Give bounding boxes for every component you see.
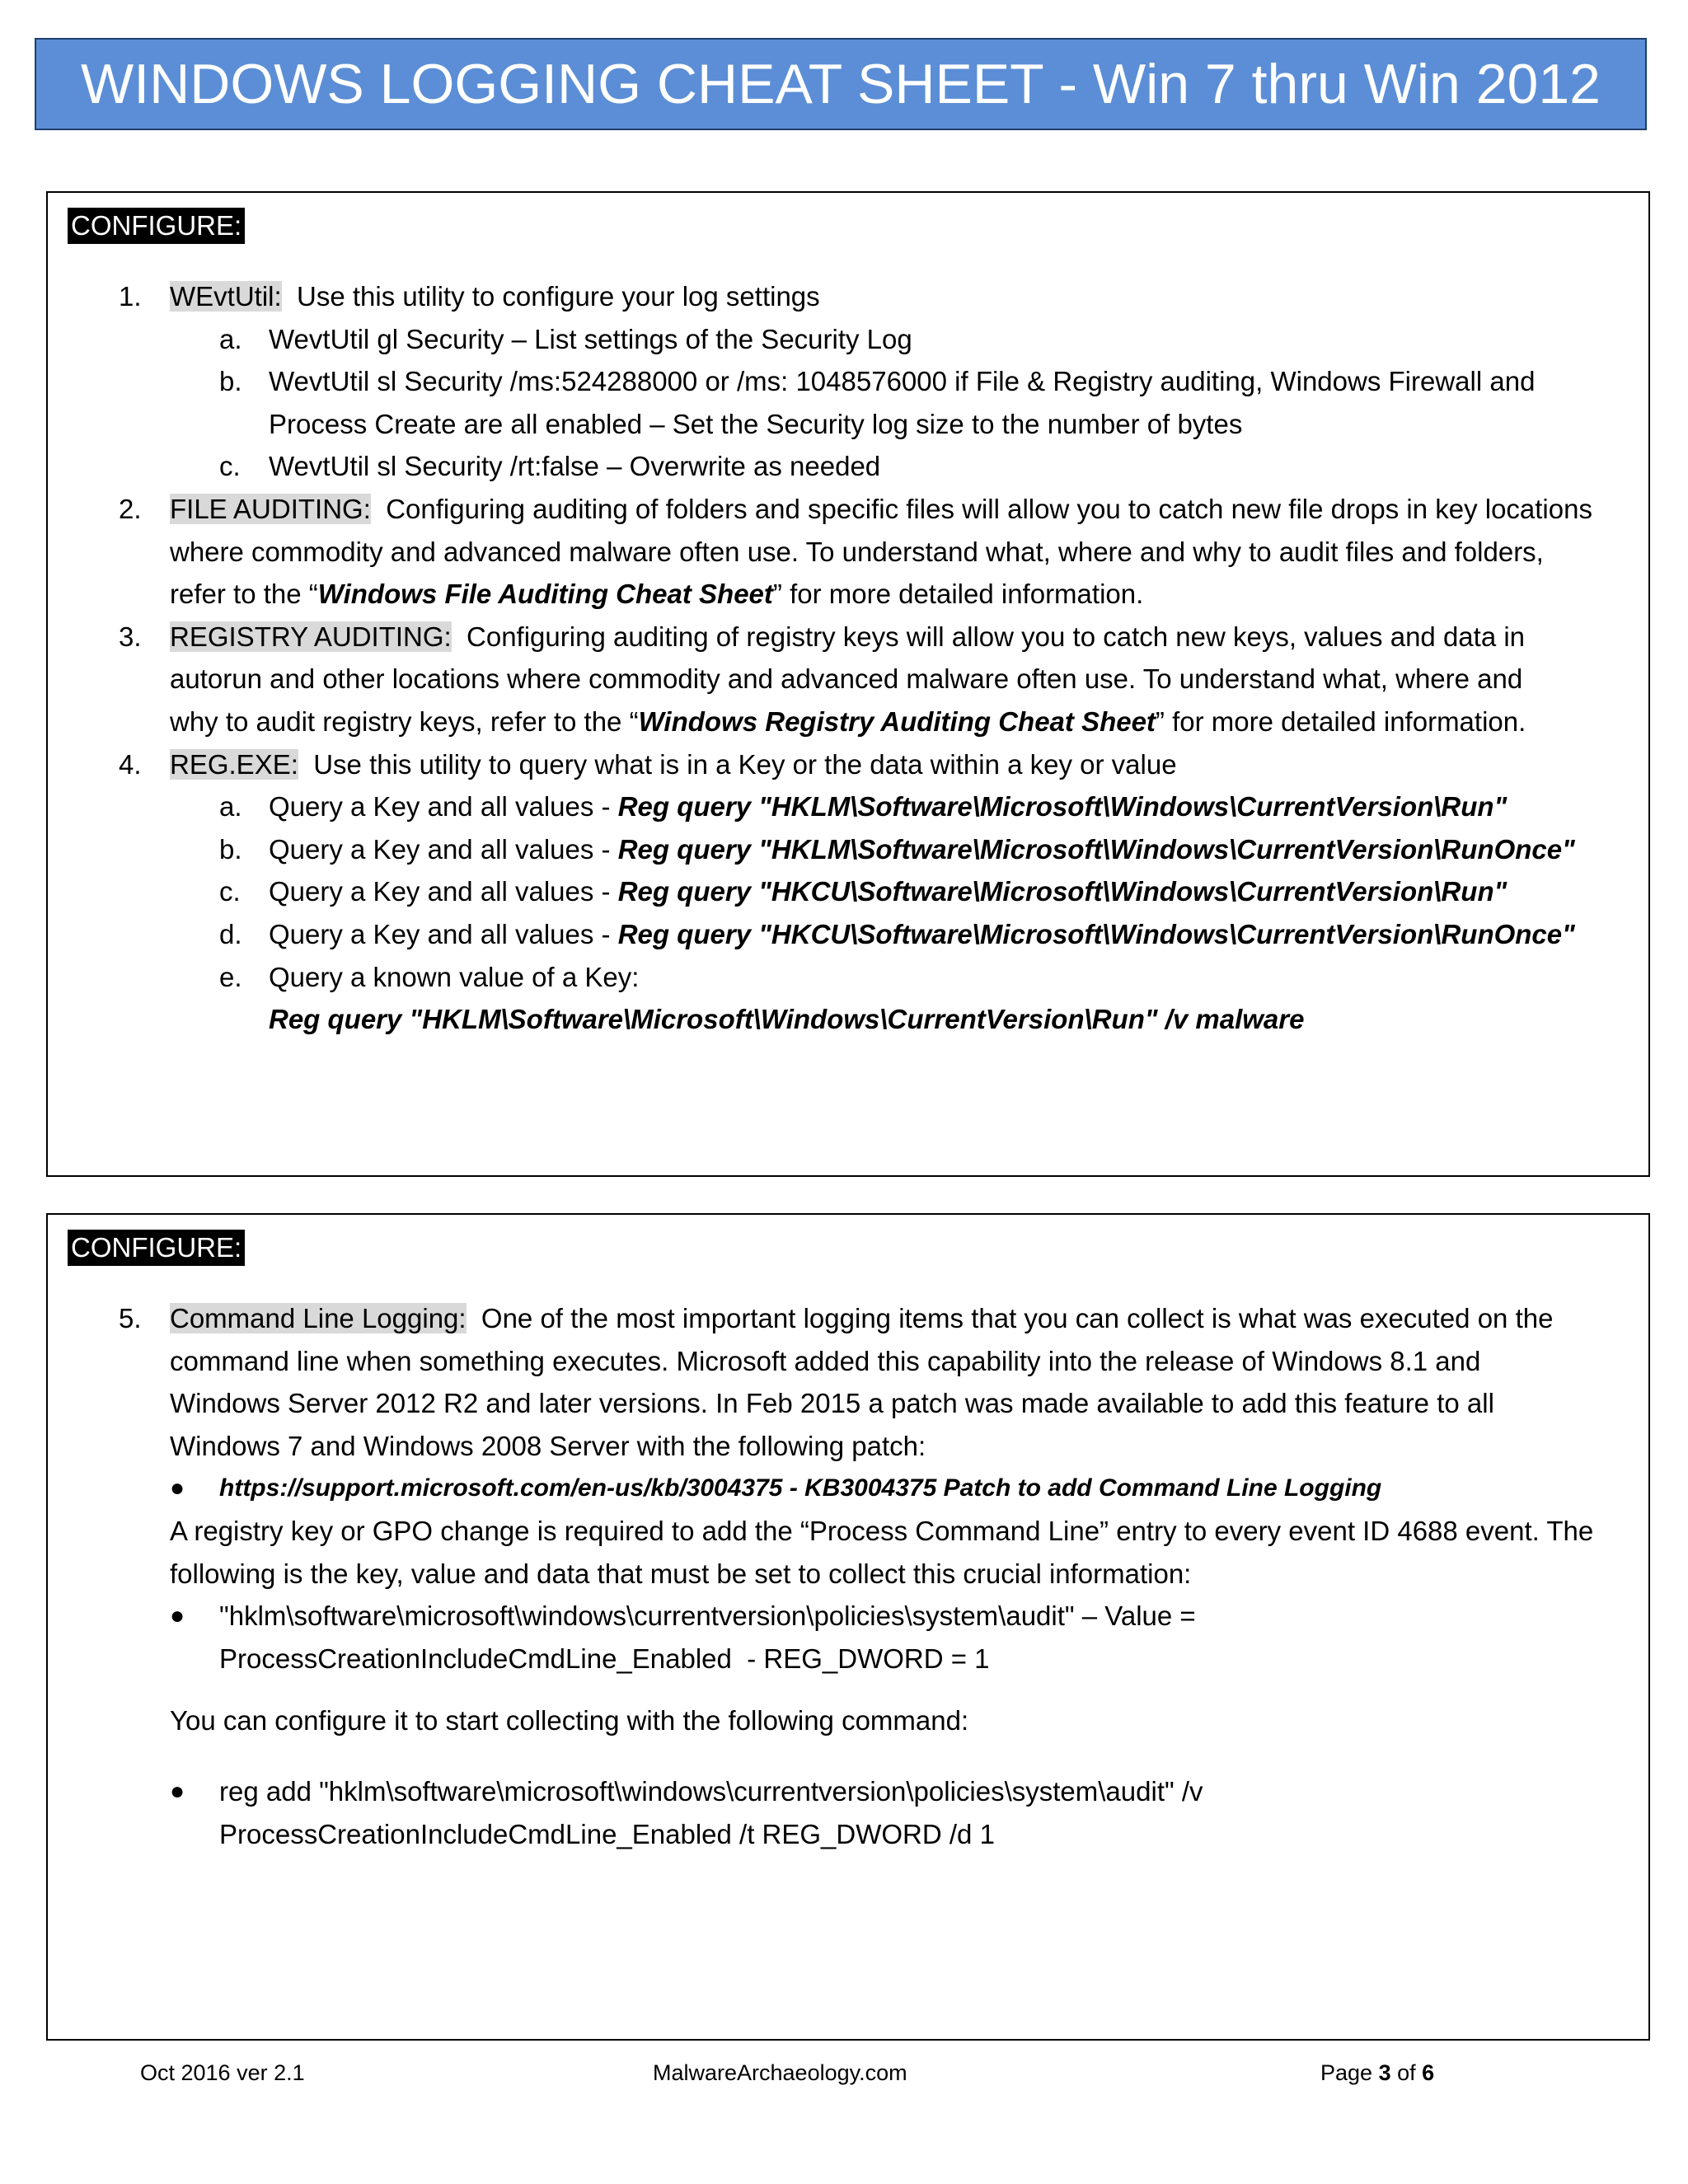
registry-key-text: "hklm\software\microsoft\windows\currentversion\policies\system\audit" – Value = [219,1601,1196,1632]
sub-item-letter: c. [219,876,241,907]
section-content [48,275,1648,1041]
configure-section-2 [46,1213,1650,2041]
section-content [48,1297,1648,1855]
title-banner [35,38,1647,130]
item-text: One of the most important logging items that you can collect is what was executed on the [466,1303,1554,1333]
list-item-continuation [48,1425,1648,1468]
section-label: CONFIGURE: [68,1230,245,1266]
item-term: REGISTRY AUDITING: [170,621,452,652]
item-term: Command Line Logging: [170,1303,467,1333]
list-item [48,743,1648,786]
footer-website: MalwareArchaeology.com [653,2060,907,2085]
item-text: ” for more detailed information. [772,579,1144,610]
item-text: Configuring auditing of folders and specific files will allow you to catch new file drops in key locations [370,493,1592,524]
paragraph-line [48,1699,1648,1742]
list-item-continuation [48,701,1648,743]
item-text: command line when something executes. Microsoft added this capability into the release of Windows 8.1 and [170,1345,1481,1376]
sub-item-letter: e. [219,961,242,992]
footer-version: Oct 2016 ver 2.1 [140,2060,305,2085]
page-prefix: Page [1320,2060,1379,2085]
reg-query-command: Reg query "HKLM\Software\Microsoft\Windows\CurrentVersion\Run" /v malware [269,1004,1305,1035]
page-of: of [1390,2060,1423,2085]
sub-list-item [48,870,1648,913]
reg-add-command: reg add "hklm\software\microsoft\windows\currentversion\policies\system\audit" /v [219,1775,1203,1807]
list-item-continuation [48,573,1648,616]
sub-item-text: WevtUtil sl Security /rt:false – Overwrite as needed [269,451,881,482]
item-term: WEvtUtil: [170,281,282,312]
item-text: Use this utility to query what is in a Key or the data within a key or value [298,748,1177,780]
sub-item-text: WevtUtil sl Security /ms:524288000 or /ms: 1048576000 if File & Registry auditing, Windows Firewall and [269,366,1536,397]
item-number: 3. [119,621,142,652]
list-item-continuation [48,1340,1648,1383]
sub-item-text: Query a Key and all values - [269,876,618,907]
page-title: WINDOWS LOGGING CHEAT SHEET - Win 7 thru Win 2012 [81,53,1601,115]
section-label: CONFIGURE: [68,208,245,244]
bullet-icon: ● [170,1602,185,1630]
sub-item-text: Query a Key and all values - [269,833,618,865]
sub-list-item-continuation [48,998,1648,1041]
paragraph-line [48,1510,1648,1553]
sub-list-item [48,318,1648,361]
bullet-icon: ● [170,1777,185,1805]
sub-item-letter: a. [219,323,242,354]
sub-item-letter: c. [219,451,241,482]
item-text: Use this utility to configure your log settings [281,281,820,312]
paragraph-line [48,1553,1648,1596]
list-item [48,488,1648,531]
configure-section-1 [46,191,1650,1177]
item-text: following is the key, value and data that must be set to collect this crucial information: [170,1558,1192,1589]
list-item-continuation [48,1382,1648,1425]
reg-query-command: Reg query "HKLM\Software\Microsoft\Windows\CurrentVersion\Run" [617,791,1507,823]
reg-query-command: Reg query "HKLM\Software\Microsoft\Windows\CurrentVersion\RunOnce" [617,833,1575,865]
sub-list-item [48,445,1648,488]
item-text: ” for more detailed information. [1155,705,1526,737]
sub-list-item [48,785,1648,828]
sub-item-letter: d. [219,918,242,949]
item-number: 5. [119,1303,142,1333]
item-text: Configuring auditing of registry keys will allow you to catch new keys, values and data in [451,621,1526,652]
footer-page-number [1320,2060,1434,2086]
bullet-item [48,1595,1648,1638]
sub-list-item-continuation [48,403,1648,446]
sub-item-text: Query a known value of a Key: [269,961,640,992]
sub-item-text: Process Create are all enabled – Set the Security log size to the number of bytes [269,408,1243,439]
bullet-item-continuation [48,1813,1648,1856]
sub-list-item [48,913,1648,956]
item-text: A registry key or GPO change is required to add the “Process Command Line” entry to every event ID 4688 event. The [170,1515,1594,1546]
current-page: 3 [1378,2060,1391,2085]
item-text: where commodity and advanced malware often use. To understand what, where and why to audit files and folders, [170,536,1544,567]
bullet-item [48,1770,1648,1813]
item-text: refer to the “ [170,579,318,610]
list-item [48,616,1648,658]
list-item [48,275,1648,318]
reg-query-command: Reg query "HKCU\Software\Microsoft\Windows\CurrentVersion\RunOnce" [617,918,1575,949]
item-text: Windows 7 and Windows 2008 Server with the following patch: [170,1430,926,1461]
file-auditing-cheat-sheet-title: Windows File Auditing Cheat Sheet [317,579,773,610]
item-text: Windows Server 2012 R2 and later versions. In Feb 2015 a patch was made available to add this feature to all [170,1388,1494,1419]
item-number: 4. [119,748,142,780]
list-item-continuation [48,658,1648,701]
item-term: REG.EXE: [170,748,298,780]
item-text: why to audit registry keys, refer to the “ [170,705,639,737]
total-pages: 6 [1422,2060,1435,2085]
sub-item-letter: a. [219,791,242,823]
sub-item-text: Query a Key and all values - [269,918,618,949]
sub-item-letter: b. [219,833,242,865]
bullet-icon: ● [170,1474,185,1502]
item-number: 2. [119,493,142,524]
item-text: You can configure it to start collecting with the following command: [170,1705,969,1736]
reg-query-command: Reg query "HKCU\Software\Microsoft\Windows\CurrentVersion\Run" [617,876,1507,907]
item-term: FILE AUDITING: [170,493,371,524]
bullet-item [48,1467,1648,1510]
reg-add-command: ProcessCreationIncludeCmdLine_Enabled /t REG_DWORD /d 1 [219,1818,995,1849]
sub-item-text: WevtUtil gl Security – List settings of the Security Log [269,323,912,354]
sub-item-text: Query a Key and all values - [269,791,618,823]
page-footer [0,2060,1688,2093]
list-item-continuation [48,531,1648,574]
sub-item-letter: b. [219,366,242,397]
patch-link[interactable]: https://support.microsoft.com/en-us/kb/3004375 - KB3004375 Patch to add Command Line Logging [219,1474,1382,1502]
item-number: 1. [119,281,142,312]
sub-list-item [48,956,1648,999]
bullet-item-continuation [48,1638,1648,1680]
registry-auditing-cheat-sheet-title: Windows Registry Auditing Cheat Sheet [638,705,1156,737]
sub-list-item [48,360,1648,403]
sub-list-item [48,828,1648,871]
item-text: autorun and other locations where commodity and advanced malware often use. To understand what, where and [170,663,1523,695]
list-item [48,1297,1648,1340]
registry-value-text: ProcessCreationIncludeCmdLine_Enabled - REG_DWORD = 1 [219,1643,990,1674]
